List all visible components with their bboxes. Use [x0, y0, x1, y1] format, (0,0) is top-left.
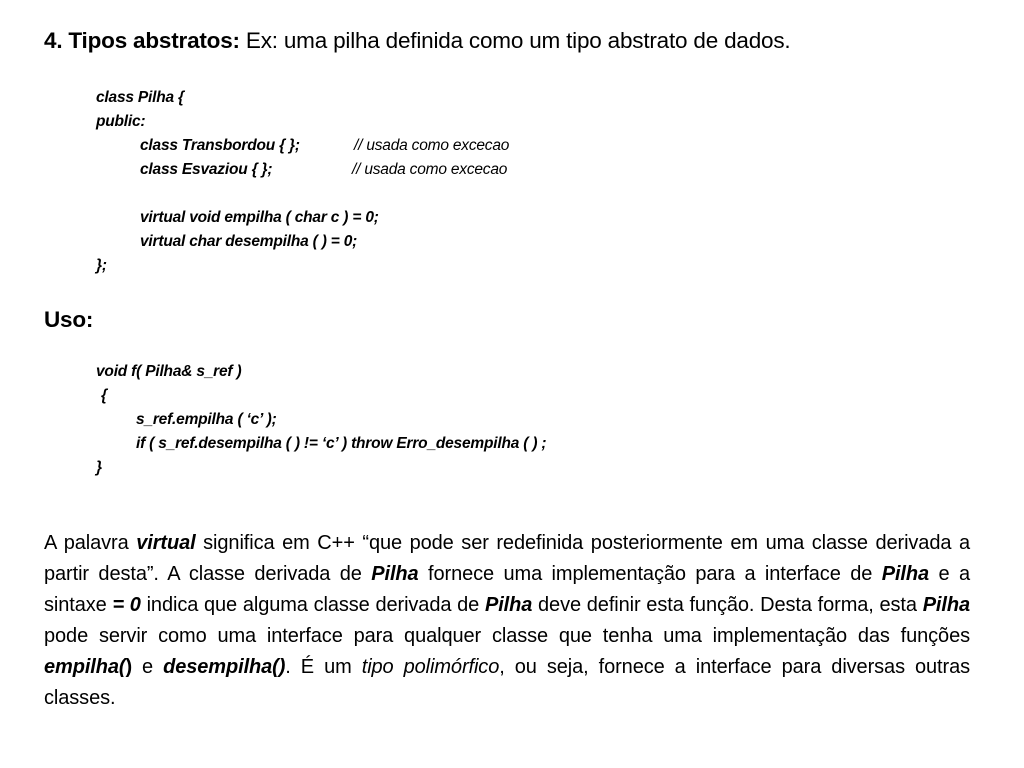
term-tipo-polimorfico: tipo polimórfico	[361, 656, 500, 678]
code-line: };	[96, 257, 107, 274]
term-paren: )	[125, 656, 132, 678]
code-comment: // usada como excecao	[352, 161, 508, 178]
blank-line	[96, 182, 379, 206]
code-line: class Transbordou { };	[140, 137, 300, 154]
code-line: void f( Pilha& s_ref )	[96, 363, 242, 380]
term-pilha: Pilha	[881, 563, 929, 585]
term-pilha: Pilha	[922, 594, 970, 616]
code-line-with-comment	[96, 158, 508, 182]
slide-title	[44, 28, 790, 54]
title-label: 4. Tipos abstratos:	[44, 28, 240, 53]
title-text: Ex: uma pilha definida como um tipo abstrato de dados.	[239, 28, 791, 53]
code-block-class	[96, 86, 510, 278]
code-line: virtual char desempilha ( ) = 0;	[140, 233, 358, 250]
term-desempilha: desempilha()	[163, 656, 286, 678]
code-line: virtual void empilha ( char c ) = 0;	[140, 209, 379, 226]
term-empilha: empilha(	[44, 656, 126, 678]
para-text: , ou seja, fornece a interface para diversas outras classes.	[44, 656, 970, 709]
term-pilha: Pilha	[484, 594, 533, 616]
para-text: e	[132, 656, 164, 678]
explanation-paragraph	[44, 528, 970, 714]
code-line: class Esvaziou { };	[140, 161, 273, 178]
para-text: significa em C++ “que pode ser redefinida posteriormente em uma classe derivada a partir desta”. A classe derivada de	[44, 532, 970, 585]
code-line: public:	[96, 113, 146, 130]
code-line: s_ref.empilha ( ‘c’ );	[136, 411, 277, 428]
code-line: }	[96, 459, 102, 476]
para-text: . É um	[285, 656, 362, 678]
uso-heading	[44, 307, 93, 333]
code-line: {	[101, 387, 107, 404]
para-text: e a sintaxe	[44, 563, 970, 616]
term-virtual: virtual	[136, 532, 196, 554]
code-comment: // usada como excecao	[354, 137, 510, 154]
para-text: deve definir esta função. Desta forma, esta	[532, 594, 923, 616]
uso-label: Uso:	[44, 307, 94, 332]
para-text: A palavra	[44, 532, 137, 554]
para-text: fornece uma implementação para a interface de	[418, 563, 882, 585]
code-line: if ( s_ref.desempilha ( ) != ‘c’ ) throw Erro_desempilha ( ) ;	[136, 435, 547, 452]
code-line: class Pilha {	[96, 89, 184, 106]
para-text: indica que alguma classe derivada de	[140, 594, 485, 616]
code-block-usage	[96, 360, 546, 480]
para-text: pode servir como uma interface para qualquer classe que tenha uma implementação das funções	[44, 625, 970, 647]
term-pilha: Pilha	[371, 563, 419, 585]
term-equals-zero: = 0	[112, 594, 141, 616]
code-line-with-comment	[96, 134, 510, 158]
